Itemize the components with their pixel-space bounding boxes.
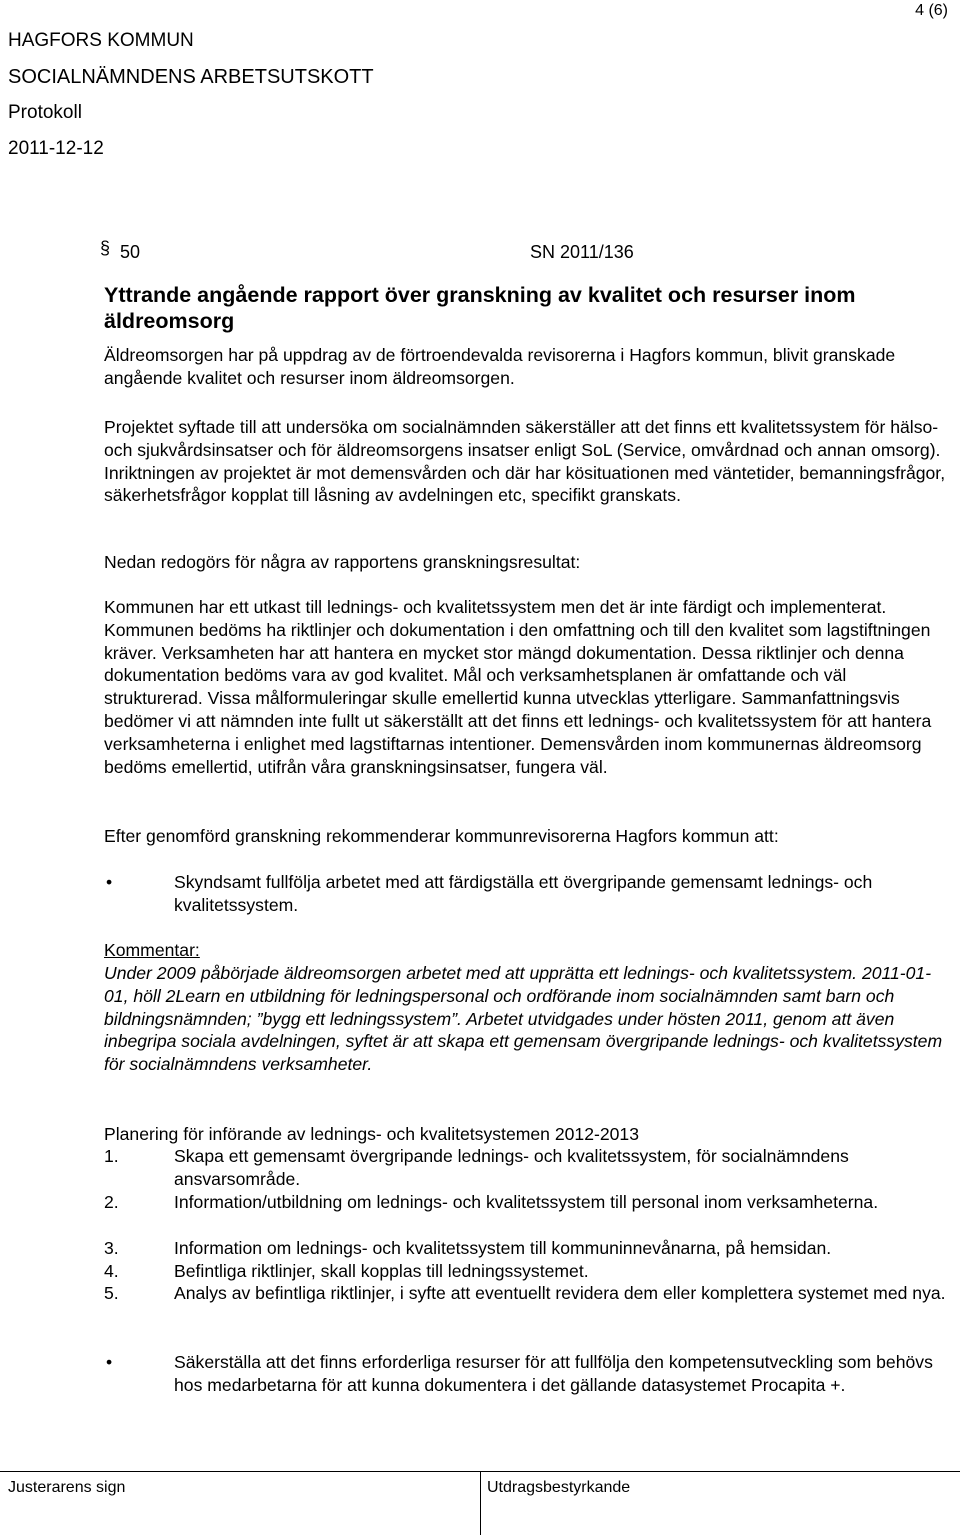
plan-item	[104, 1237, 949, 1260]
comment-label: Kommentar:	[104, 940, 200, 960]
paragraph-recommendation: Efter genomförd granskning rekommenderar kommunrevisorerna Hagfors kommun att:	[104, 826, 779, 846]
plan-item-text: Skapa ett gemensamt övergripande lednings- och kvalitetssystem, för socialnämndens ansvarsområde.	[174, 1146, 849, 1189]
plan-heading: Planering för införande av lednings- och kvalitetsystemen 2012-2013	[104, 1124, 639, 1144]
resources-bullet	[104, 1351, 949, 1397]
org-name: HAGFORS KOMMUN	[8, 30, 194, 51]
case-number: SN 2011/136	[530, 242, 634, 262]
bullet-icon: •	[106, 872, 113, 892]
section-number: 50	[120, 242, 141, 262]
comment-text: Under 2009 påbörjade äldreomsorgen arbetet med att upprätta ett lednings- och kvalitetssystem. 2011-01-01, höll 2Learn en utbildning för ledningspersonal och ordförande inom socialnämnden samt barn och bildningsnämnden; ”bygg ett ledningssystem”. Arbetet utvidgades under hösten 2011, genom att även inbegripa sociala avdelningen, syftet är att skapa ett gemensam övergripande lednings- och kvalitetssystem för socialnämndens verksamheter.	[104, 963, 943, 1075]
paragraph-intro: Äldreomsorgen har på uppdrag av de förtroendevalda revisorerna i Hagfors kommun, blivit granskade angående kvalitet och resurser inom äldreomsorgen.	[104, 345, 896, 388]
plan-item	[104, 1145, 949, 1191]
section-symbol: §	[100, 238, 111, 258]
plan-item-text: Befintliga riktlinjer, skall kopplas till ledningssystemet.	[174, 1261, 589, 1281]
paragraph-results: Kommunen har ett utkast till lednings- och kvalitetssystem men det är inte färdigt och implementerat. Kommunen bedöms ha riktlinjer och dokumentation i den omfattning och till den kvalitet som lagstiftningen kräver. Verksamheten har att hantera en mycket stor mängd dokumentation. Dessa riktlinjer och denna dokumentation bedöms vara av god kvalitet. Mål och verksamhetsplanen är omfattande och väl strukturerad. Vissa målformuleringar skulle emellertid kunna utvecklas ytterligare. Sammanfattningsvis bedömer vi att nämnden inte fullt ut säkerställt att det finns ett lednings- och kvalitetssystem för att hantera verksamheterna i enlighet med lagstiftarnas intentioner. Demensvården inom kommunernas äldreomsorg bedöms emellertid, utifrån våra granskningsinsatser, fungera väl.	[104, 597, 932, 777]
plan-item-text: Information/utbildning om lednings- och kvalitetssystem till personal inom verksamheterna.	[174, 1192, 879, 1212]
plan-item-number: 3.	[104, 1238, 119, 1258]
footer-column-divider	[480, 1471, 481, 1535]
plan-item-number: 4.	[104, 1261, 119, 1281]
document-type: Protokoll	[8, 102, 82, 123]
bullet-text: Säkerställa att det finns erforderliga resurser för att fullfölja den kompetensutveckling som behövs hos medarbetarna för att kunna dokumentera i det gällande datasystemet Procapita +.	[174, 1352, 933, 1395]
plan-item-text: Information om lednings- och kvalitetssystem till kommuninnevånarna, på hemsidan.	[174, 1238, 832, 1258]
plan-item-number: 1.	[104, 1146, 119, 1166]
document-date: 2011-12-12	[8, 138, 104, 159]
footer-signature-label: Justerarens sign	[8, 1479, 126, 1496]
recommendation-bullet	[104, 871, 949, 917]
plan-item-text: Analys av befintliga riktlinjer, i syfte att eventuellt revidera dem eller komplettera systemet med nya.	[174, 1283, 946, 1303]
committee-name: SOCIALNÄMNDENS ARBETSUTSKOTT	[8, 66, 374, 88]
bullet-text: Skyndsamt fullfölja arbetet med att färdigställa ett övergripande gemensamt lednings- och kvalitetssystem.	[174, 872, 873, 915]
plan-item-number: 5.	[104, 1283, 119, 1303]
footer-certification-label: Utdragsbestyrkande	[487, 1479, 631, 1496]
page-number: 4 (6)	[915, 2, 948, 19]
section-title: Yttrande angående rapport över granskning av kvalitet och resurser inom äldreomsorg	[104, 283, 856, 333]
plan-item	[104, 1260, 949, 1283]
plan-item	[104, 1191, 949, 1214]
plan-item	[104, 1282, 949, 1305]
plan-item-number: 2.	[104, 1192, 119, 1212]
paragraph-results-intro: Nedan redogörs för några av rapportens granskningsresultat:	[104, 552, 581, 572]
paragraph-project: Projektet syftade till att undersöka om socialnämnden säkerställer att det finns ett kvalitetssystem för hälso- och sjukvårdsinsatser och för äldreomsorgens insatser enligt SoL (Service, omvårdnad och annan omsorg). Inriktningen av projektet är mot demensvården och där har kösituationen med väntetider, bemanningsfrågor, säkerhetsfrågor kopplat till låsning av avdelningen etc, specifikt granskats.	[104, 417, 946, 506]
bullet-icon: •	[106, 1352, 113, 1372]
